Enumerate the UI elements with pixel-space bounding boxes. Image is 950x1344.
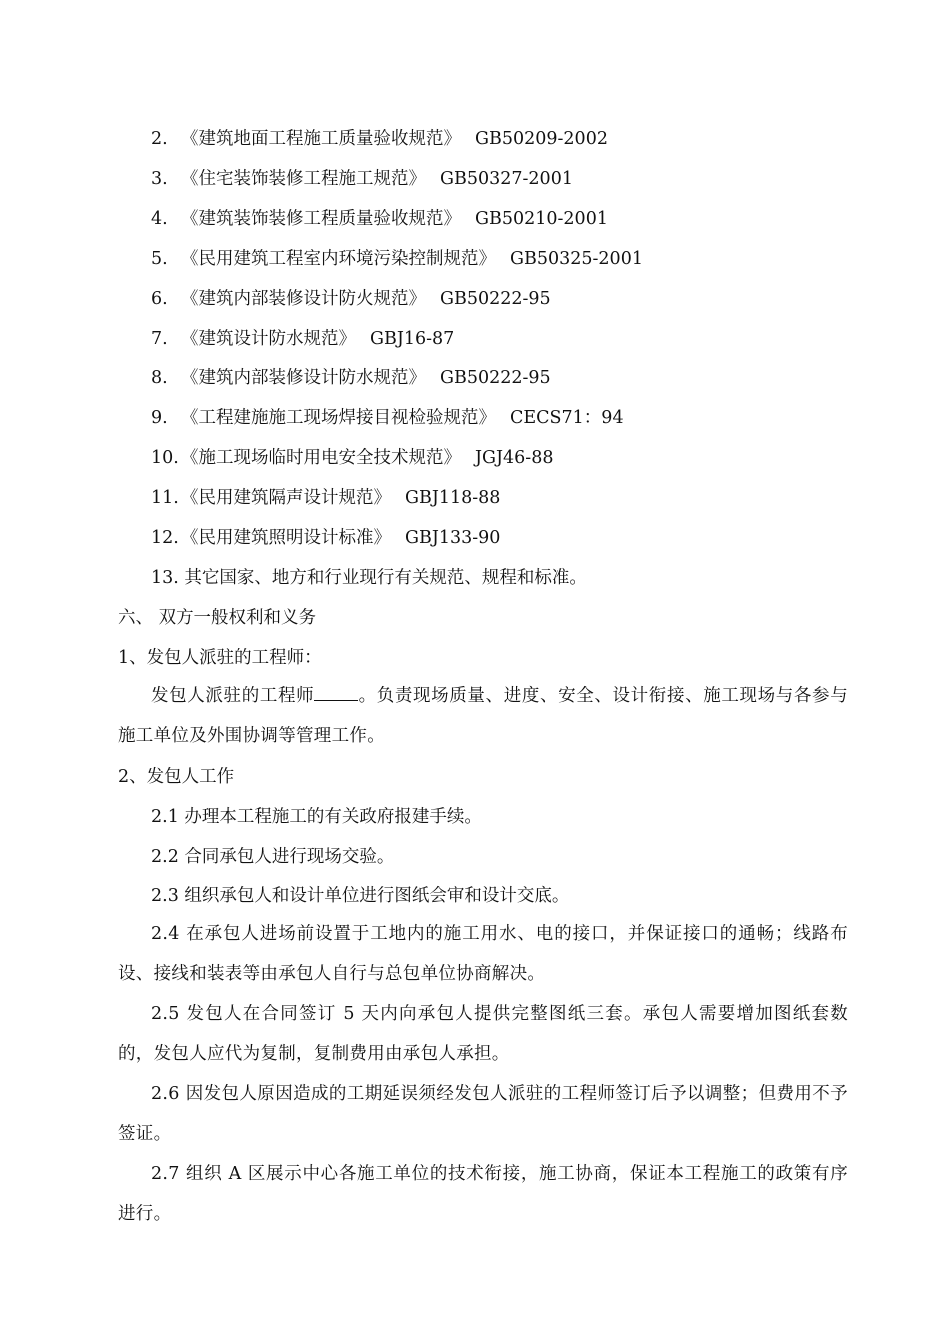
item-2-6: 2.6 因发包人原因造成的工期延误须经发包人派驻的工程师签订后予以调整；但费用不予签证。 <box>118 1084 848 1144</box>
engineer-text-before: 发包人派驻的工程师 <box>151 686 315 706</box>
reference-title: 《施工现场临时用电安全技术规范》 <box>181 448 461 469</box>
reference-title: 《建筑设计防水规范》 <box>181 328 356 349</box>
reference-item <box>151 167 573 191</box>
engineer-paragraph <box>118 676 848 756</box>
reference-number: 9. <box>151 408 168 429</box>
reference-number: 11. <box>151 488 179 509</box>
reference-title: 《住宅装饰装修工程施工规范》 <box>181 168 426 189</box>
reference-item-13: 13. 其它国家、地方和行业现行有关规范、规程和标准。 <box>151 568 587 588</box>
reference-number: 4. <box>151 208 168 229</box>
reference-code: GBJ118-88 <box>405 488 501 509</box>
item-2-1: 2.1 办理本工程施工的有关政府报建手续。 <box>151 807 482 827</box>
reference-number: 8. <box>151 368 168 389</box>
reference-item <box>151 247 643 271</box>
reference-code: GB50327-2001 <box>440 168 573 189</box>
subheading-engineer: 1、发包人派驻的工程师： <box>118 648 322 668</box>
reference-item <box>151 526 500 550</box>
reference-code: GB50222-95 <box>440 288 551 309</box>
reference-number: 2. <box>151 129 168 149</box>
item-2-4: 2.4 在承包人进场前设置于工地内的施工用水、电的接口，并保证接口的通畅；线路布设、接线和装表等由承包人自行与总包单位协商解决。 <box>118 924 848 984</box>
reference-title: 《建筑装饰装修工程质量验收规范》 <box>181 208 461 229</box>
reference-code: GB50209-2002 <box>475 129 608 149</box>
reference-item <box>151 127 608 151</box>
reference-number: 6. <box>151 288 168 309</box>
reference-title: 《建筑内部装修设计防火规范》 <box>181 288 426 309</box>
reference-code: GB50222-95 <box>440 368 551 389</box>
reference-number: 5. <box>151 248 168 269</box>
section-heading-6: 六、 双方一般权利和义务 <box>118 608 317 628</box>
reference-item <box>151 486 500 510</box>
reference-code: CECS71：94 <box>510 408 624 429</box>
reference-number: 10. <box>151 448 179 469</box>
reference-number: 12. <box>151 528 179 548</box>
reference-number: 7. <box>151 328 168 349</box>
reference-code: GBJ16-87 <box>370 328 455 349</box>
reference-title: 《工程建施施工现场焊接目视检验规范》 <box>181 408 496 429</box>
reference-title: 《民用建筑照明设计标准》 <box>181 528 391 548</box>
subheading-employer-work: 2、发包人工作 <box>118 767 235 787</box>
reference-code: GB50325-2001 <box>510 248 643 269</box>
reference-item <box>151 207 608 231</box>
reference-title: 《建筑地面工程施工质量验收规范》 <box>181 129 461 149</box>
reference-item <box>151 366 551 390</box>
reference-number: 3. <box>151 168 168 189</box>
reference-title: 《民用建筑隔声设计规范》 <box>181 488 391 509</box>
item-2-3: 2.3 组织承包人和设计单位进行图纸会审和设计交底。 <box>151 886 570 906</box>
reference-item <box>151 406 624 430</box>
item-2-5: 2.5 发包人在合同签订 5 天内向承包人提供完整图纸三套。承包人需要增加图纸套数的，发包人应代为复制，复制费用由承包人承担。 <box>118 1004 848 1064</box>
reference-code: GB50210-2001 <box>475 208 608 229</box>
reference-item <box>151 287 551 311</box>
item-2-7: 2.7 组织 A 区展示中心各施工单位的技术衔接，施工协商，保证本工程施工的政策有序进行。 <box>118 1164 848 1224</box>
reference-title: 《民用建筑工程室内环境污染控制规范》 <box>181 248 496 269</box>
reference-code: JGJ46-88 <box>475 448 554 469</box>
item-2-2: 2.2 合同承包人进行现场交验。 <box>151 847 395 867</box>
reference-item <box>151 446 553 470</box>
engineer-name-blank <box>314 682 358 701</box>
reference-item <box>151 327 454 351</box>
reference-code: GBJ133-90 <box>405 528 501 548</box>
engineer-text-after: 。负责现场质量、进度、安全、设计衔接、施工现场与各参与施工单位及外围协调等管理工作。 <box>118 686 848 746</box>
reference-title: 《建筑内部装修设计防水规范》 <box>181 368 426 389</box>
